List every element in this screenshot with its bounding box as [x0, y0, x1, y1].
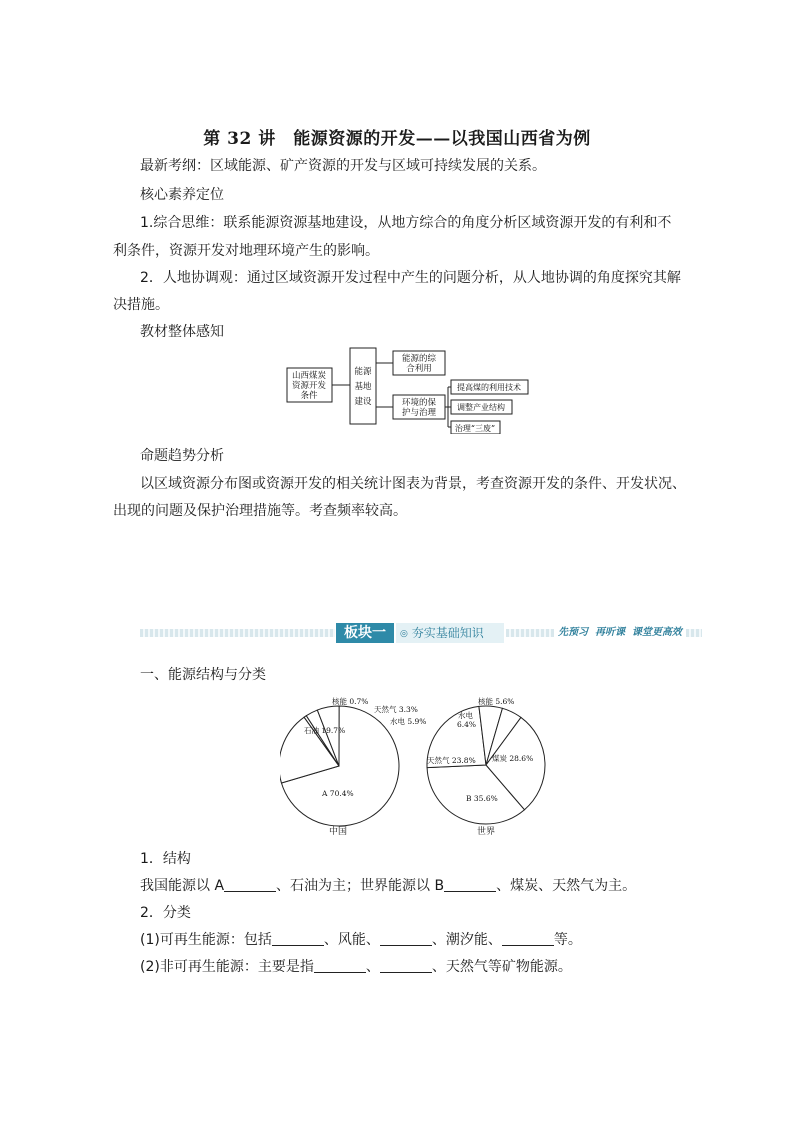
nonrenewable-part2: 、 — [365, 959, 380, 975]
core-item1-line1: 1.综合思维：联系能源资源基地建设，从地方综合的角度分析区域资源开发的有利和不 — [140, 215, 672, 231]
page-title: 第 32 讲 能源资源的开发——以我国山西省为例 — [203, 129, 591, 149]
china-label-oil: 石油 19.7% — [304, 726, 346, 735]
flow-box1-line2: 资源开发 — [291, 381, 327, 391]
flow-box2-line3: 建设 — [354, 397, 372, 407]
pie-china — [280, 706, 399, 826]
trend-heading: 命题趋势分析 — [140, 448, 224, 464]
flow-box2-line1: 能源 — [354, 367, 372, 377]
china-label-a: A 70.4% — [322, 789, 354, 798]
china-chart-title: 中国 — [328, 827, 348, 837]
world-label-coal: 煤炭 28.6% — [492, 754, 534, 763]
flow-box1-line3: 条件 — [300, 391, 318, 401]
world-label-nuclear: 核能 5.6% — [478, 697, 515, 706]
china-label-gas: 天然气 3.3% — [374, 705, 418, 714]
structure-heading: 1．结构 — [140, 851, 191, 867]
flow-box3-line1: 能源的综 — [401, 354, 437, 364]
classification-heading: 2．分类 — [140, 905, 191, 921]
banner-left-stripe — [140, 629, 335, 637]
core-item2-line2: 决措施。 — [113, 297, 169, 313]
blank-renewable-2[interactable] — [380, 931, 432, 946]
world-chart-title: 世界 — [476, 827, 496, 837]
renewable-part4: 等。 — [553, 932, 582, 948]
banner-subtitle: 夯实基础知识 — [411, 626, 484, 640]
structure-part3: 、煤炭、天然气为主。 — [496, 878, 637, 894]
core-item1-line2: 利条件，资源开发对地理环境产生的影响。 — [113, 243, 379, 259]
world-label-gas: 天然气 23.8% — [427, 756, 476, 765]
china-label-hydro: 水电 5.9% — [390, 717, 427, 726]
section1-heading: 一、能源结构与分类 — [140, 667, 266, 683]
flow-box4-line1: 环境的保 — [401, 398, 437, 408]
nonrenewable-part1: (2)非可再生能源：主要是指 — [140, 959, 314, 975]
world-label-hydro-value: 6.4% — [457, 720, 477, 729]
china-label-nuclear: 核能 0.7% — [332, 697, 369, 706]
renewable-sentence — [140, 930, 582, 950]
nonrenewable-sentence — [140, 957, 572, 977]
core-heading: 核心素养定位 — [140, 187, 224, 203]
world-label-hydro: 水电 — [458, 711, 473, 720]
renewable-part1: (1)可再生能源：包括 — [140, 932, 272, 948]
banner-subtitle-box — [396, 623, 504, 643]
blank-nonrenewable-2[interactable] — [380, 958, 432, 973]
nonrenewable-part3: 、天然气等矿物能源。 — [431, 959, 572, 975]
blank-a[interactable] — [224, 877, 276, 892]
textbook-flow-diagram — [285, 344, 535, 434]
energy-pie-charts — [280, 693, 550, 843]
flow-box2-line2: 基地 — [354, 382, 372, 392]
banner-slogan: 先预习 再听课 课堂更高效 — [554, 625, 686, 641]
trend-line2: 出现的问题及保护治理措施等。考查频率较高。 — [113, 503, 407, 519]
blank-nonrenewable-1[interactable] — [314, 958, 366, 973]
core-item2-line1: 2．人地协调观：通过区域资源开发过程中产生的问题分析，从人地协调的角度探究其解 — [140, 270, 681, 286]
flow-box4-line2: 护与治理 — [401, 408, 437, 418]
banner-label: 板块一 — [336, 623, 394, 643]
flow-box3-line2: 合利用 — [406, 364, 432, 374]
trend-line1: 以区域资源分布图或资源开发的相关统计图表为背景，考查资源开发的条件、开发状况、 — [140, 476, 686, 492]
flow-box1-line1: 山西煤炭 — [291, 371, 327, 381]
flow-box6: 调整产业结构 — [457, 403, 505, 412]
textbook-heading: 教材整体感知 — [140, 324, 224, 340]
flow-box7: 治理“三废” — [454, 424, 496, 433]
flow-box5: 提高煤的利用技术 — [457, 383, 521, 392]
blank-renewable-3[interactable] — [502, 931, 554, 946]
structure-sentence — [140, 876, 636, 896]
renewable-part3: 、潮汐能、 — [431, 932, 502, 948]
syllabus-text: 最新考纲：区域能源、矿产资源的开发与区域可持续发展的关系。 — [140, 158, 546, 174]
world-label-b: B 35.6% — [466, 794, 498, 803]
renewable-part2: 、风能、 — [323, 932, 380, 948]
blank-b[interactable] — [444, 877, 496, 892]
blank-renewable-1[interactable] — [272, 931, 324, 946]
banner-circle-icon: ◎ — [400, 629, 408, 639]
section-banner — [140, 623, 702, 643]
structure-part2: 、石油为主；世界能源以 B — [276, 878, 445, 894]
structure-part1: 我国能源以 A — [140, 878, 225, 894]
